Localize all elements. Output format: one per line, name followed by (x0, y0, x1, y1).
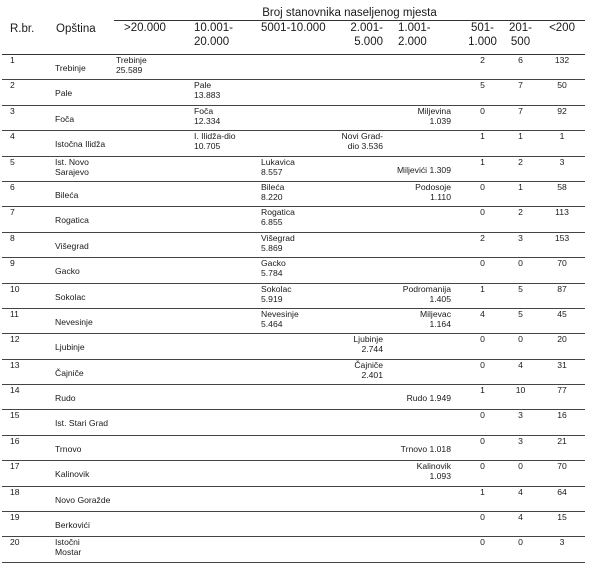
settlement-cell-c4 (318, 232, 386, 257)
table-row (2, 334, 585, 359)
settlement-cell-c5 (386, 537, 463, 562)
settlement-cell-c4 (318, 181, 386, 206)
settlement-cell-c5 (386, 410, 463, 435)
count-cell-c7: 5 (518, 308, 523, 319)
municipality-name: Novo Goražde (55, 494, 111, 505)
header-10001-20000: 10.001- 20.000 (181, 21, 261, 55)
settlement-cell-c5: Miljevići 1.309 (397, 164, 451, 175)
settlement-cell-c4 (318, 461, 386, 486)
count-cell-c8: 50 (557, 80, 567, 91)
settlement-cell-c2 (181, 334, 261, 359)
count-cell-c8: 153 (554, 232, 570, 243)
settlement-cell-c3 (261, 131, 318, 156)
municipality-name: Rogatica (55, 215, 89, 226)
municipality-name: Ljubinje (55, 342, 85, 353)
count-cell-c6: 1 (480, 156, 485, 167)
row-number: 13 (10, 359, 20, 370)
header-under-200: <200 (539, 21, 585, 55)
settlement-cell-c5 (386, 334, 463, 359)
settlement-cell-c1 (114, 537, 181, 562)
table-row (2, 283, 585, 308)
table-row (2, 232, 585, 257)
settlement-cell-c3: Višegrad 5.869 (261, 232, 295, 253)
row-number: 12 (10, 334, 20, 345)
table-row (2, 131, 585, 156)
row-number: 10 (10, 283, 20, 294)
settlement-cell-c3: Lukavica 8.557 (261, 156, 295, 177)
municipality-name: Ist. Stari Grad (55, 418, 109, 429)
table-row (2, 55, 585, 80)
count-cell-c6: 2 (480, 232, 485, 243)
municipality-name: Rudo (55, 393, 76, 404)
settlement-cell-c4: Čajniče 2.401 (354, 359, 383, 380)
count-cell-c6: 0 (480, 105, 485, 116)
count-cell-c7: 3 (518, 435, 523, 446)
settlement-cell-c3: Bileća 8.220 (261, 181, 285, 202)
settlement-cell-c3: Rogatica 6.855 (261, 207, 295, 228)
settlement-cell-c2 (181, 156, 261, 181)
municipality-name: Trnovo (55, 443, 82, 454)
count-cell-c7: 4 (518, 359, 523, 370)
settlement-cell-c5 (386, 80, 463, 105)
row-number: 2 (10, 80, 15, 91)
count-cell-c8: 113 (555, 207, 569, 218)
municipality-name: Sokolac (55, 291, 86, 302)
row-number: 19 (10, 512, 20, 523)
settlement-cell-c2: Pale 13.883 (194, 80, 221, 101)
count-cell-c8: 87 (557, 283, 567, 294)
municipality-name: Višegrad (55, 240, 89, 251)
row-number: 6 (10, 181, 15, 192)
table-row (2, 80, 585, 105)
count-cell-c6: 0 (480, 181, 485, 192)
table-row (2, 385, 585, 410)
table-row (2, 258, 585, 283)
count-cell-c8: 16 (557, 410, 567, 421)
header-5001-10000: 5001-10.000 (261, 21, 318, 55)
settlement-cell-c3 (261, 359, 318, 384)
count-cell-c8: 64 (557, 486, 567, 497)
settlement-cell-c4 (318, 537, 386, 562)
table-row (2, 410, 585, 435)
municipality-name: Istočni Mostar (55, 537, 82, 558)
settlement-cell-c2 (181, 207, 261, 232)
settlement-cell-c4: Novi Grad- dio 3.536 (341, 131, 383, 152)
settlement-cell-c3 (261, 410, 318, 435)
header-2001-5000: 2.001- 5.000 (318, 21, 386, 55)
settlement-cell-c3 (261, 80, 318, 105)
settlement-cell-c4 (318, 512, 386, 537)
table-row (2, 207, 585, 232)
count-cell-c7: 3 (518, 232, 523, 243)
count-cell-c8: 70 (557, 258, 567, 269)
settlement-cell-c5 (386, 258, 463, 283)
settlement-cell-c1 (114, 512, 181, 537)
count-cell-c7: 2 (518, 207, 523, 218)
row-number: 14 (10, 385, 20, 396)
header-opstina: Opština (44, 4, 114, 55)
settlement-cell-c5 (386, 359, 463, 384)
table-row (2, 512, 585, 537)
settlement-cell-c4 (318, 385, 386, 410)
settlement-cell-c4 (318, 308, 386, 333)
table-row (2, 156, 585, 181)
count-cell-c8: 92 (557, 105, 567, 116)
settlement-cell-c3 (261, 512, 318, 537)
count-cell-c7: 7 (518, 80, 523, 91)
settlement-cell-c2 (181, 461, 261, 486)
count-cell-c7: 6 (518, 55, 523, 65)
settlement-cell-c1: Trebinje 25.589 (116, 55, 147, 75)
settlement-cell-c4: Ljubinje 2.744 (353, 334, 383, 355)
settlement-cell-c2 (181, 359, 261, 384)
settlement-cell-c3 (261, 55, 318, 80)
settlement-cell-c2 (181, 512, 261, 537)
count-cell-c6: 5 (480, 80, 485, 91)
settlement-cell-c2 (181, 232, 261, 257)
settlement-cell-c2 (181, 537, 261, 562)
count-cell-c8: 58 (557, 181, 567, 192)
count-cell-c6: 2 (480, 55, 485, 65)
row-number: 17 (10, 461, 20, 472)
count-cell-c6: 0 (480, 537, 485, 548)
municipality-name: Ist. Novo Sarajevo (55, 156, 89, 177)
count-cell-c6: 0 (480, 435, 485, 446)
settlement-cell-c2 (181, 435, 261, 460)
row-number: 8 (10, 232, 15, 243)
settlement-cell-c2: I. Ilidža-dio 10.705 (194, 131, 236, 152)
settlement-cell-c3: Nevesinje 5.464 (261, 308, 299, 329)
settlement-cell-c5 (386, 207, 463, 232)
row-number: 7 (10, 207, 15, 218)
settlement-cell-c1 (114, 385, 181, 410)
settlement-cell-c1 (114, 156, 181, 181)
settlement-cell-c4 (318, 55, 386, 80)
count-cell-c6: 4 (480, 308, 485, 319)
settlement-cell-c1 (114, 486, 181, 511)
settlement-cell-c2 (181, 181, 261, 206)
settlement-cell-c5: Rudo 1.949 (406, 393, 451, 404)
settlement-cell-c1 (114, 461, 181, 486)
municipality-name: Istočna Ilidža (55, 139, 106, 150)
municipality-name: Foča (55, 113, 75, 124)
header-population-group: Broj stanovnika naseljenog mjesta (114, 4, 585, 21)
settlement-cell-c1 (114, 181, 181, 206)
header-over-20000: >20.000 (114, 21, 181, 55)
count-cell-c8: 20 (557, 334, 567, 345)
count-cell-c6: 0 (480, 258, 485, 269)
row-number: 15 (10, 410, 20, 421)
municipality-name: Pale (55, 88, 73, 99)
settlement-cell-c3: Gacko 5.784 (261, 258, 286, 279)
row-number: 9 (10, 258, 15, 269)
count-cell-c7: 4 (518, 512, 523, 523)
table-row (2, 181, 585, 206)
settlement-cell-c5 (386, 512, 463, 537)
settlement-cell-c1 (114, 207, 181, 232)
count-cell-c7: 3 (518, 410, 523, 421)
count-cell-c8: 77 (557, 385, 567, 396)
settlement-cell-c1 (114, 308, 181, 333)
settlement-cell-c5: Trnovo 1.018 (400, 443, 451, 454)
settlement-cell-c5: Podromanija 1.405 (402, 283, 451, 304)
count-cell-c7: 4 (518, 486, 523, 497)
settlement-cell-c5 (386, 55, 463, 80)
settlement-cell-c4 (318, 105, 386, 130)
count-cell-c7: 1 (518, 181, 523, 192)
settlement-cell-c4 (318, 283, 386, 308)
count-cell-c8: 15 (557, 512, 567, 523)
count-cell-c7: 10 (515, 385, 526, 396)
count-cell-c6: 0 (480, 410, 485, 421)
settlement-cell-c1 (114, 410, 181, 435)
row-number: 4 (10, 131, 15, 142)
municipality-name: Čajniče (55, 367, 84, 378)
settlement-cell-c2 (181, 283, 261, 308)
settlement-cell-c5: Kalinovik 1.093 (416, 461, 451, 482)
settlement-cell-c1 (114, 105, 181, 130)
settlement-cell-c5: Podosoje 1.110 (415, 181, 451, 202)
settlement-cell-c3 (261, 105, 318, 130)
settlement-cell-c4 (318, 80, 386, 105)
table-row (2, 435, 585, 460)
count-cell-c8: 70 (557, 461, 567, 472)
row-number: 1 (10, 55, 15, 65)
count-cell-c8: 31 (557, 359, 567, 370)
count-cell-c8: 1 (559, 131, 565, 142)
count-cell-c7: 7 (518, 105, 523, 116)
settlement-cell-c1 (114, 232, 181, 257)
settlement-cell-c5 (386, 131, 463, 156)
municipality-name: Nevesinje (55, 316, 93, 327)
row-number: 11 (10, 308, 19, 319)
municipality-name: Gacko (55, 266, 80, 277)
settlement-cell-c1 (114, 283, 181, 308)
municipality-name: Berkovići (55, 520, 90, 531)
settlement-cell-c2 (181, 258, 261, 283)
settlement-cell-c1 (114, 258, 181, 283)
settlement-cell-c5 (386, 486, 463, 511)
count-cell-c6: 0 (480, 207, 485, 218)
settlement-cell-c2 (181, 308, 261, 333)
count-cell-c7: 0 (518, 537, 523, 548)
settlement-cell-c5: Miljevac 1.164 (419, 308, 451, 329)
settlement-cell-c4 (318, 207, 386, 232)
count-cell-c8: 45 (557, 308, 567, 319)
count-cell-c6: 1 (480, 385, 485, 396)
settlement-cell-c2 (181, 410, 261, 435)
settlement-cell-c3 (261, 537, 318, 562)
settlement-cell-c3 (261, 435, 318, 460)
count-cell-c8: 132 (554, 55, 570, 65)
settlement-cell-c3: Sokolac 5.919 (261, 283, 292, 304)
settlement-cell-c3 (261, 461, 318, 486)
settlement-cell-c5 (386, 232, 463, 257)
count-cell-c7: 5 (518, 283, 523, 294)
header-501-1000: 501- 1.000 (463, 21, 502, 55)
settlement-cell-c3 (261, 486, 318, 511)
count-cell-c8: 3 (559, 537, 565, 548)
settlement-cell-c4 (318, 258, 386, 283)
row-number: 20 (10, 537, 20, 548)
settlement-cell-c2 (181, 385, 261, 410)
municipality-name: Kalinovik (55, 469, 90, 480)
settlement-cell-c1 (114, 435, 181, 460)
count-cell-c8: 3 (559, 156, 565, 167)
settlement-cell-c4 (318, 156, 386, 181)
settlement-cell-c2 (181, 55, 261, 80)
count-cell-c6: 1 (480, 131, 485, 142)
settlement-cell-c4 (318, 410, 386, 435)
row-number: 18 (10, 486, 20, 497)
count-cell-c6: 1 (480, 486, 485, 497)
settlement-cell-c3 (261, 385, 318, 410)
header-1001-2000: 1.001- 2.000 (386, 21, 463, 55)
table-body (2, 55, 585, 563)
count-cell-c7: 1 (518, 131, 523, 142)
settlement-cell-c3 (261, 334, 318, 359)
header-rbr: R.br. (2, 4, 44, 55)
row-number: 5 (10, 156, 15, 167)
row-number: 3 (10, 105, 15, 116)
count-cell-c7: 0 (518, 258, 523, 269)
table-row (2, 461, 585, 486)
settlement-cell-c1 (114, 334, 181, 359)
population-table (2, 4, 585, 563)
settlement-cell-c2: Foča 12.334 (194, 105, 221, 126)
row-number: 16 (10, 435, 20, 446)
count-cell-c6: 0 (480, 334, 485, 345)
header-201-500: 201- 500 (502, 21, 539, 55)
count-cell-c6: 0 (480, 512, 485, 523)
table-row (2, 359, 585, 384)
settlement-cell-c1 (114, 80, 181, 105)
count-cell-c7: 0 (518, 461, 523, 472)
settlement-cell-c5: Miljevina 1.039 (417, 105, 451, 126)
count-cell-c6: 0 (480, 359, 485, 370)
count-cell-c6: 1 (480, 283, 485, 294)
settlement-cell-c2 (181, 486, 261, 511)
settlement-cell-c4 (318, 435, 386, 460)
municipality-name: Trebinje (55, 63, 86, 73)
count-cell-c7: 0 (518, 334, 523, 345)
table-row (2, 486, 585, 511)
table-row (2, 537, 585, 562)
settlement-cell-c4 (318, 486, 386, 511)
count-cell-c6: 0 (480, 461, 485, 472)
settlement-cell-c1 (114, 131, 181, 156)
count-cell-c8: 21 (557, 435, 567, 446)
table-row (2, 308, 585, 333)
municipality-name: Bileća (55, 189, 79, 200)
count-cell-c7: 2 (518, 156, 523, 167)
settlement-cell-c1 (114, 359, 181, 384)
table-row (2, 105, 585, 130)
